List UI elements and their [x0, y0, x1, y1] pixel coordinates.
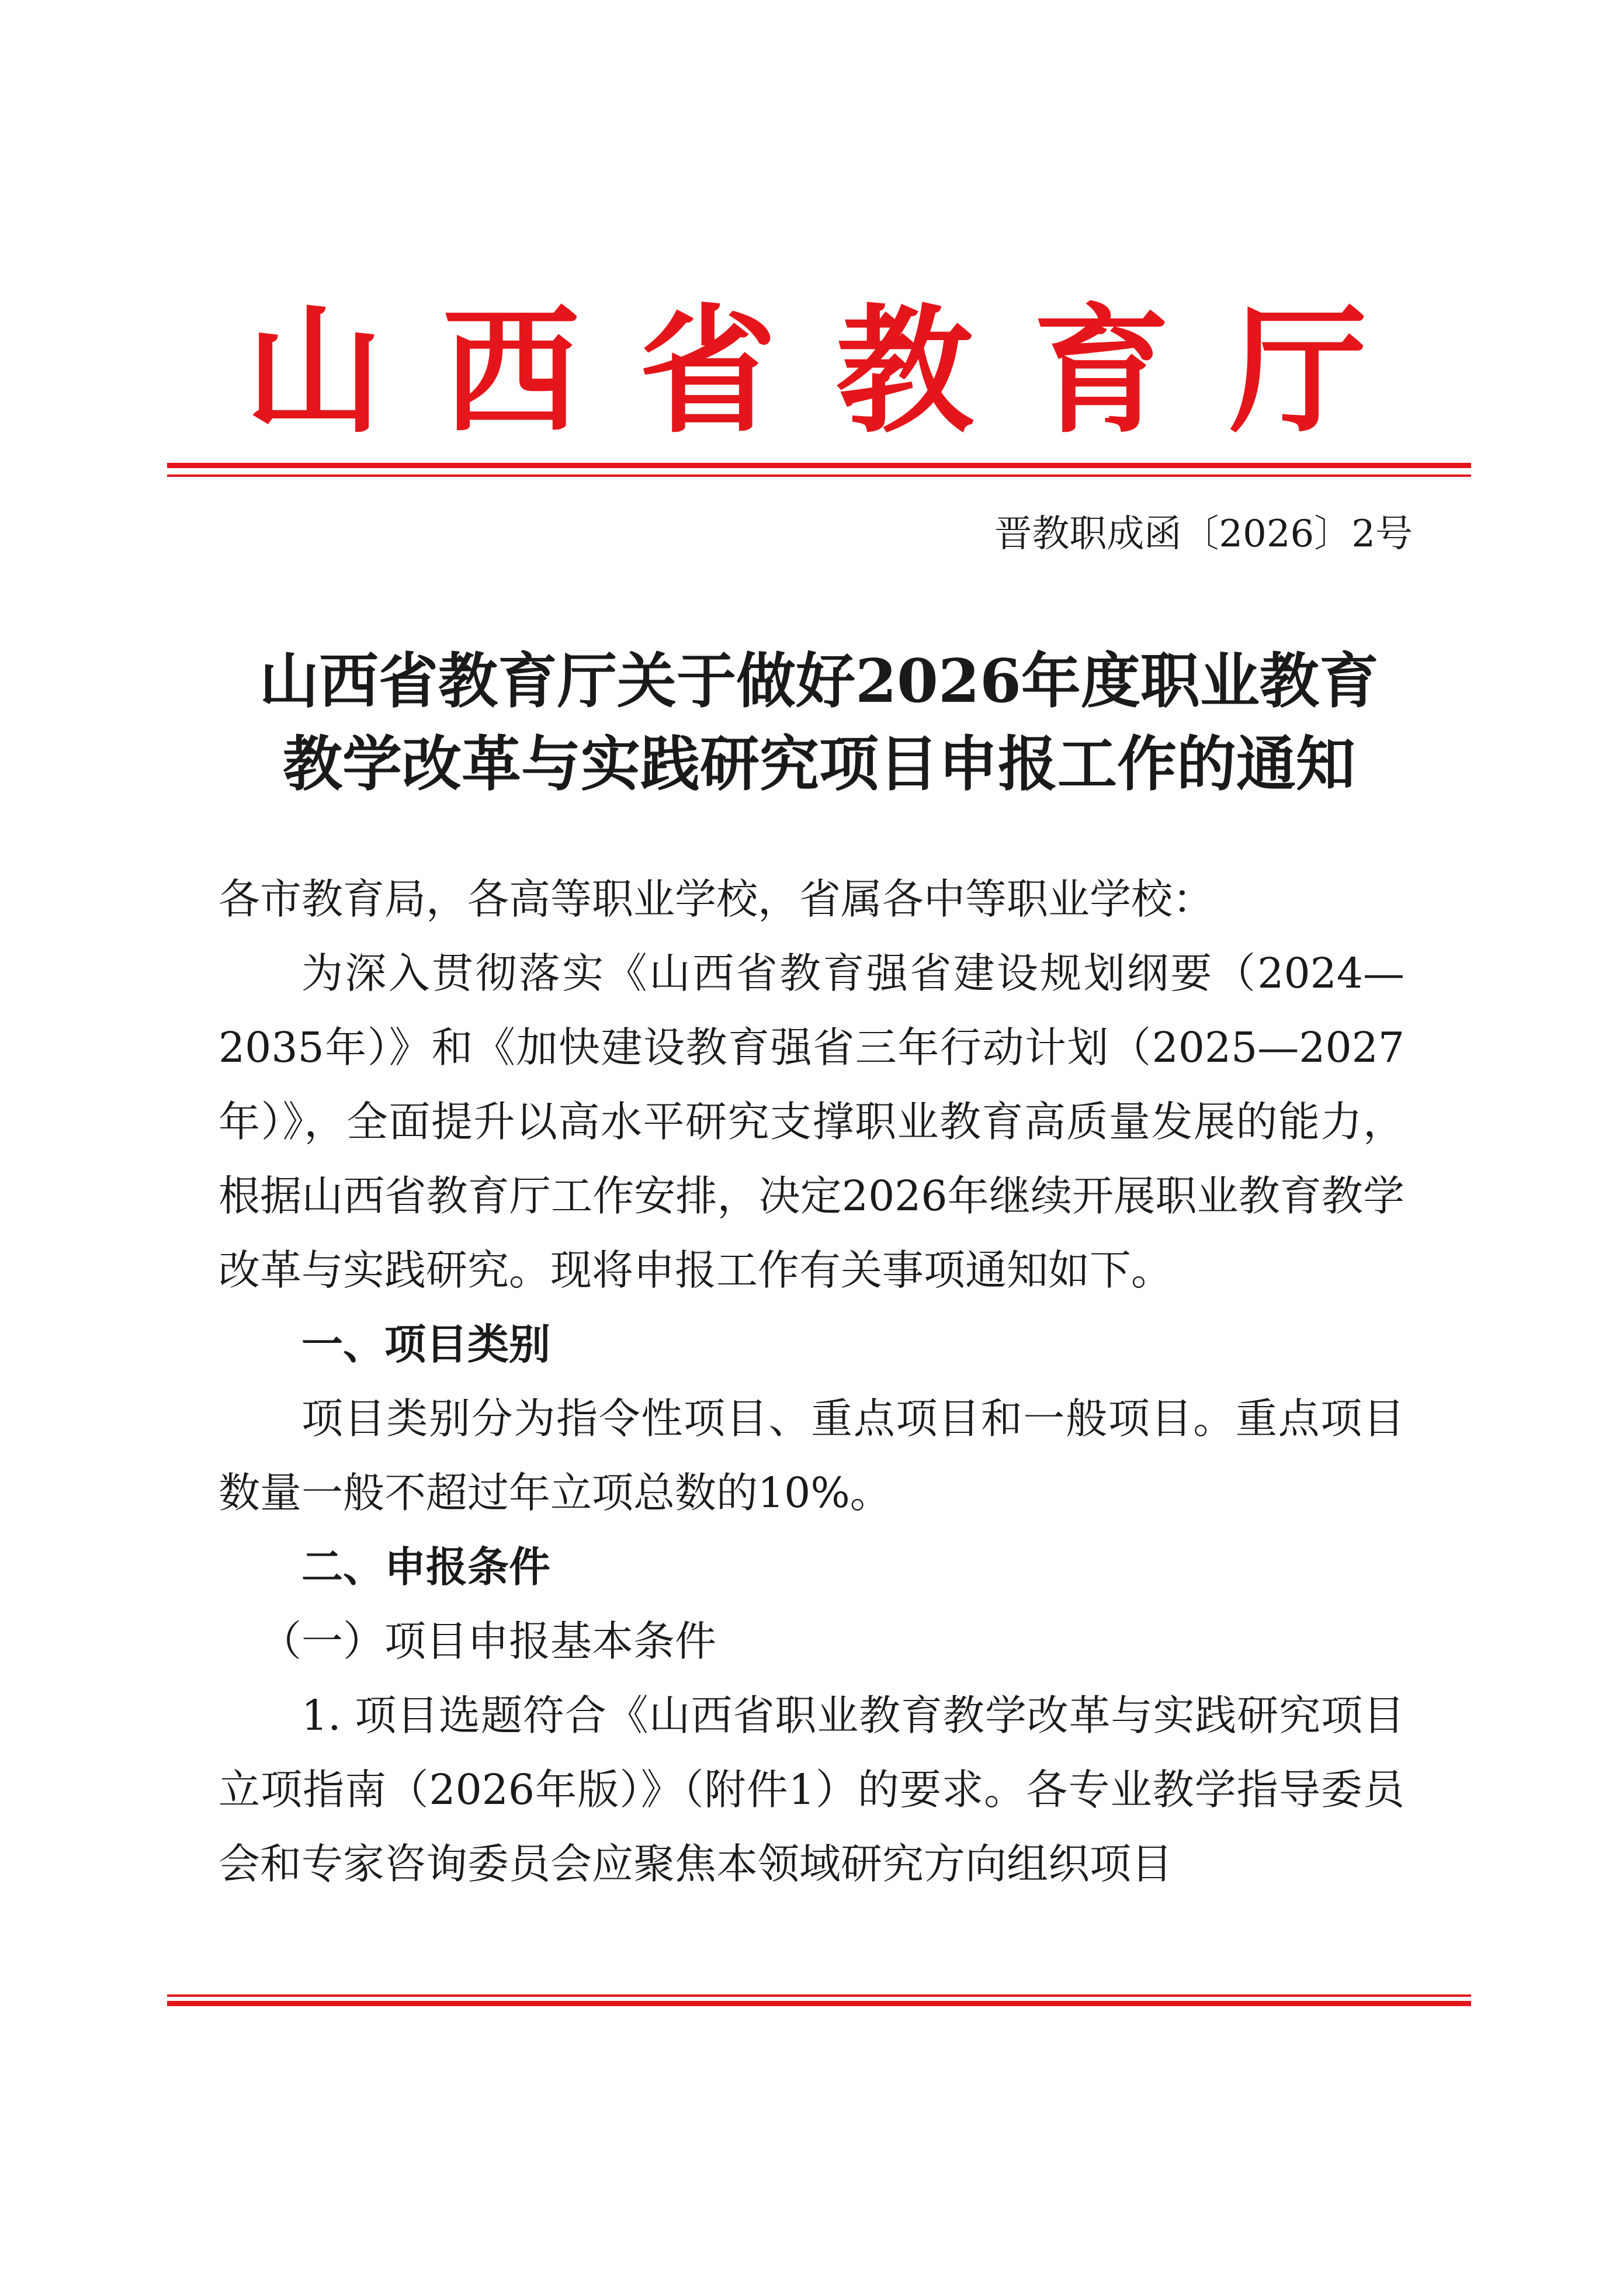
- salutation: 各市教育局，各高等职业学校，省属各中等职业学校：: [219, 875, 1215, 923]
- letterhead-rule-thick: [167, 463, 1471, 468]
- document-title: [167, 640, 1471, 806]
- document-number: 晋教职成函〔2026〕2号: [994, 512, 1413, 556]
- letterhead-char: 山: [245, 290, 383, 452]
- footer-rule-thin: [167, 1994, 1471, 1997]
- body-paragraph: 项目类别分为指令性项目、重点项目和一般项目。重点项目数量一般不超过年立项总数的10%。: [219, 1394, 1404, 1517]
- letterhead-rule-thin: [167, 475, 1471, 477]
- subsection-heading: （一）项目申报基本条件: [260, 1617, 717, 1665]
- section-heading: 一、项目类别: [301, 1320, 551, 1369]
- document-body: [219, 862, 1404, 1901]
- body-paragraph: 1. 项目选题符合《山西省职业教育教学改革与实践研究项目立项指南（2026年版）》（附件1）的要求。各专业教学指导委员会和专家咨询委员会应聚焦本领域研究方向组织项目: [219, 1691, 1404, 1888]
- body-paragraph: 为深入贯彻落实《山西省教育强省建设规划纲要（2024—2035年）》和《加快建设教育强省三年行动计划（2025—2027年）》，全面提升以高水平研究支撑职业教育高质量发展的能力，根据山西省教育厅工作安排，决定2026年继续开展职业教育教学改革与实践研究。现将申报工作有关事项通知如下。: [219, 949, 1404, 1294]
- letterhead-char: 厅: [1230, 290, 1367, 452]
- letterhead-char: 教: [836, 290, 973, 452]
- letterhead-char: 育: [1033, 290, 1170, 452]
- letterhead-title: [245, 290, 1367, 452]
- title-line: 教学改革与实践研究项目申报工作的通知: [283, 729, 1355, 799]
- letterhead-char: 西: [442, 290, 580, 452]
- footer-rule-thick: [167, 2001, 1471, 2006]
- section-heading: 二、申报条件: [301, 1543, 551, 1591]
- letterhead-char: 省: [639, 290, 776, 452]
- title-line: 山西省教育厅关于做好2026年度职业教育: [259, 646, 1379, 716]
